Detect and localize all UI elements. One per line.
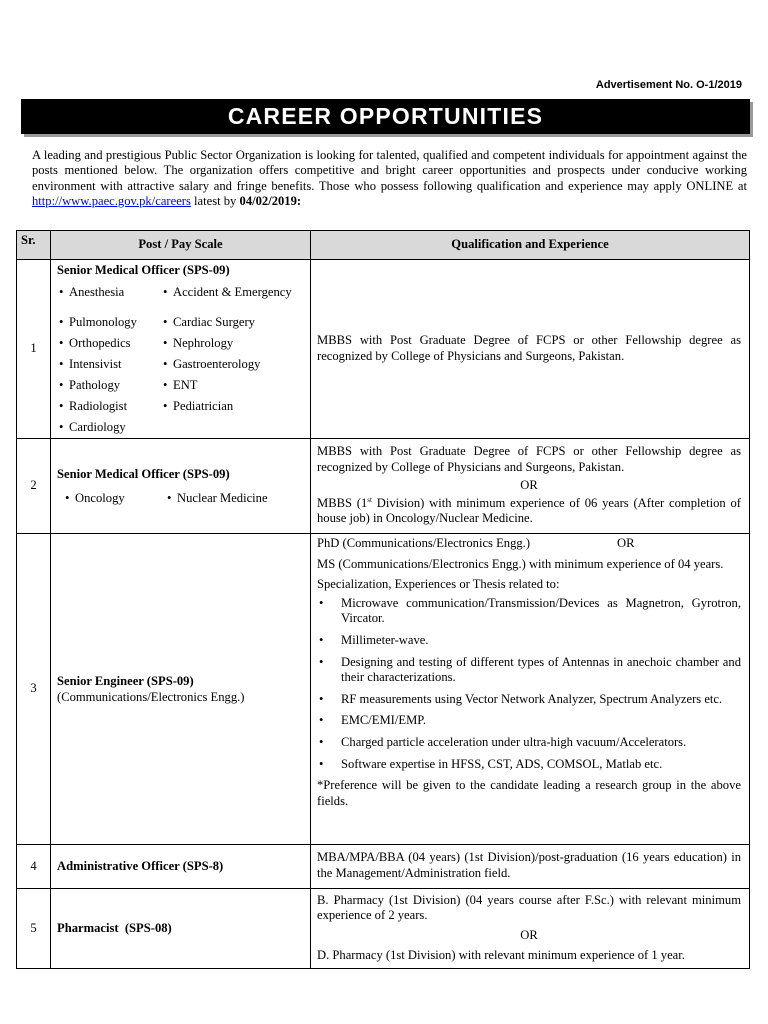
table-header-row [17, 231, 750, 260]
page-title: CAREER OPPORTUNITIES [227, 103, 544, 129]
list-item: • EMC/EMI/EMP. [317, 713, 741, 729]
row-sr: 4 [17, 845, 51, 889]
qualification-option-1: B. Pharmacy (1st Division) (04 years course after F.Sc.) with relevant minimum experience of 2 years. [317, 892, 741, 923]
list-item: • Orthopedics [57, 336, 161, 352]
or-separator: OR [520, 478, 538, 493]
careers-link[interactable]: http://www.paec.gov.pk/careers [32, 194, 191, 209]
qualification-text: PhD (Communications/Electronics Engg.) [317, 536, 531, 550]
list-item: • Oncology [63, 491, 165, 507]
list-item: • Designing and testing of different types of Antennas in anechoic chamber and their characterizations. [317, 655, 741, 686]
row-post [51, 260, 311, 439]
list-item: • Radiologist [57, 399, 161, 415]
qualification-option-2: MS (Communications/Electronics Engg.) with minimum experience of 04 years. [317, 556, 724, 571]
title-banner [21, 99, 750, 134]
specialization-intro: Specialization, Experiences or Thesis related to: [317, 577, 560, 592]
row-sr: 1 [17, 260, 51, 439]
or-separator: OR [617, 536, 635, 550]
list-item: • Charged particle acceleration under ultra-high vacuum/Accelerators. [317, 735, 741, 751]
preference-note: *Preference will be given to the candidate leading a research group in the above fields. [317, 778, 741, 808]
row-sr: 5 [17, 889, 51, 969]
header-sr: Sr. [17, 231, 51, 260]
list-item: • Gastroenterology [161, 357, 311, 373]
qualification-option-1 [317, 536, 741, 552]
list-item: • Software expertise in HFSS, CST, ADS, COMSOL, Matlab etc. [317, 757, 741, 773]
list-item: • RF measurements using Vector Network Analyzer, Spectrum Analyzers etc. [317, 692, 741, 708]
post-title: Senior Medical Officer (SPS-09) [57, 466, 230, 481]
list-item: • Accident & Emergency [161, 285, 311, 301]
specialty-list [57, 491, 308, 507]
list-item: • Millimeter-wave. [317, 633, 741, 649]
list-item: • Intensivist [57, 357, 161, 373]
header-qualification: Qualification and Experience [311, 231, 750, 260]
post-title: Senior Engineer (SPS-09) [57, 673, 194, 688]
list-item: • Pulmonology [57, 315, 161, 331]
specialty-list [57, 285, 308, 436]
list-item: • Microwave communication/Transmission/Devices as Magnetron, Gyrotron, Vircator. [317, 596, 741, 627]
intro-paragraph [32, 148, 747, 210]
table-row [17, 889, 750, 969]
row-qualification: MBBS with Post Graduate Degree of FCPS or other Fellowship degree as recognized by College of Physicians and Surgeons, Pakistan. [311, 260, 750, 439]
row-post [51, 889, 311, 969]
deadline: 04/02/2019: [239, 194, 302, 209]
row-post [51, 439, 311, 534]
post-title: Senior Medical Officer (SPS-09) [57, 263, 230, 277]
or-separator: OR [520, 928, 538, 942]
list-item: • Pediatrician [161, 399, 311, 415]
row-qualification [311, 534, 750, 845]
row-sr: 2 [17, 439, 51, 534]
list-item: • Nuclear Medicine [165, 491, 305, 507]
list-item: • Nephrology [161, 336, 311, 352]
advertisement-number: Advertisement No. O-1/2019 [595, 79, 742, 91]
post-title: Pharmacist (SPS-08) [57, 921, 172, 936]
list-item: • ENT [161, 378, 311, 394]
row-post [51, 845, 311, 889]
qualification-option-2: D. Pharmacy (1st Division) with relevant minimum experience of 1 year. [317, 947, 685, 962]
table-row [17, 534, 750, 845]
row-post [51, 534, 311, 845]
row-qualification: MBA/MPA/BBA (04 years) (1st Division)/post-graduation (16 years education) in the Management/Administration field. [311, 845, 750, 889]
specialization-list [317, 596, 741, 772]
list-item: • Anesthesia [57, 285, 161, 301]
list-item: • Cardiology [57, 420, 161, 436]
intro-text-after: latest by [190, 194, 240, 209]
qualification-option-1: MBBS with Post Graduate Degree of FCPS or other Fellowship degree as recognized by College of Physicians and Surgeons, Pakistan. [317, 444, 741, 474]
intro-text: A leading and prestigious Public Sector Organization is looking for talented, qualified and competent individuals for appointment against the posts mentioned below. The organization offers competitive and bright career opportunities and prospects under conducive working environment with attractive salary and fringe benefits. Those who possess following qualification and experience may apply ONLINE at [32, 148, 747, 193]
qualification-text: Division) with minimum experience of 06 years (After completion of house job) in Oncology/Nuclear Medicine. [317, 495, 741, 526]
qualification-text: MBBS (1 [317, 495, 368, 510]
row-sr: 3 [17, 534, 51, 845]
list-item: • Pathology [57, 378, 161, 394]
qualification-option-2 [317, 496, 741, 527]
table-row [17, 439, 750, 534]
positions-table [16, 230, 750, 969]
row-qualification [311, 439, 750, 534]
table-row [17, 845, 750, 889]
ordinal-suffix: st [367, 495, 372, 504]
post-subtitle: (Communications/Electronics Engg.) [57, 689, 245, 704]
post-title: Administrative Officer (SPS-8) [57, 859, 224, 874]
header-post: Post / Pay Scale [51, 231, 311, 260]
table-row [17, 260, 750, 439]
list-item: • Cardiac Surgery [161, 315, 311, 331]
row-qualification [311, 889, 750, 969]
